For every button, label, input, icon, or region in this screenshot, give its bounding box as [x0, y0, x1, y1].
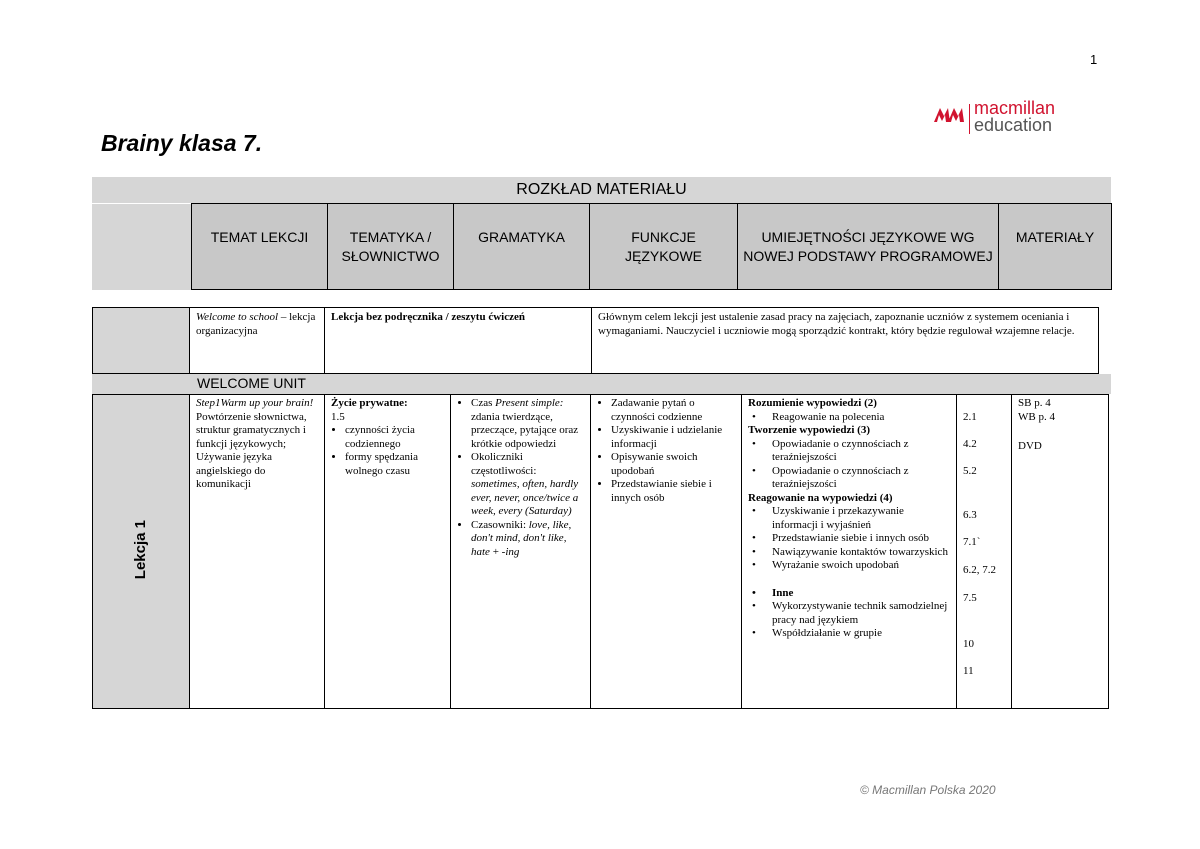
lesson-label-cell [93, 395, 190, 709]
header-col-vocab: TEMATYKA / SŁOWNICTWO [328, 204, 454, 290]
function-item: • Przedstawianie siebie i innych osób [611, 478, 735, 505]
intro-row-table [92, 307, 1099, 374]
header-col-topic: TEMAT LEKCJI [192, 204, 328, 290]
header-blank-cell [92, 204, 192, 290]
grammar-item: • Czas Present simple: zdania twierdzące, przeczące, pytające oraz krótkie odpowiedzi [471, 397, 584, 451]
function-item: • Zadawanie pytań o czynności codzienne [611, 397, 735, 424]
function-item: • Opisywanie swoich upodobań [611, 451, 735, 478]
intro-label-cell [93, 308, 190, 374]
header-col-grammar: GRAMATYKA [454, 204, 590, 290]
lesson-topic: Step1Warm up your brain! Powtórzenie słownictwa, struktur gramatycznych i funkcji językowych; Używanie języka angielskiego do komunikacji [190, 395, 325, 709]
intro-topic: Welcome to school – lekcja organizacyjna [190, 308, 325, 374]
lesson-1-table [92, 394, 1109, 709]
logo-wordmark: macmillan education [974, 98, 1056, 135]
header-table [92, 203, 1112, 290]
lesson-label: Lekcja 1 [132, 519, 150, 579]
intro-description: Głównym celem lekcji jest ustalenie zasad pracy na zajęciach, zapoznanie uczniów z systemem oceniania i wymaganiami. Nauczyciel i uczniowie mogą sporządzić kontrakt, który będzie regulował wzajemne relacje. [592, 308, 1099, 374]
lesson-vocab: Życie prywatne: 1.5 • czynności życia codziennego • formy spędzania wolnego czasu [325, 395, 451, 709]
lesson-functions [591, 395, 742, 709]
logo-divider [969, 104, 970, 134]
vocab-item: • formy spędzania wolnego czasu [345, 451, 444, 478]
lesson-skills: Rozumienie wypowiedzi (2) • Reagowanie na polecenia Tworzenie wypowiedzi (3) • Opowiadanie o czynnościach z teraźniejszości • Opowiadanie o czynnościach z teraźniejszości Reagowanie na wypowiedzi (4) • Uzyskiwanie i przekazywanie informacji i wyjaśnień • Przedstawianie siebie i innych osób • Nawiązywanie kontaktów towarzyskich • Wyrażanie swoich upodobań • Inne • Wykorzystywanie technik samodzielnej pracy nad językiem • Współdziałanie w grupie [742, 395, 957, 709]
welcome-unit-title: WELCOME UNIT [197, 375, 306, 391]
function-item: • Uzyskiwanie i udzielanie informacji [611, 424, 735, 451]
header-col-functions: FUNKCJE JĘZYKOWE [590, 204, 738, 290]
lesson-skill-codes: 2.1 4.2 5.2 6.3 7.1` 6.2, 7.2 7.5 10 11 [957, 395, 1012, 709]
lesson-materials: SB p. 4 WB p. 4 DVD [1012, 395, 1109, 709]
macmillan-logo-icon [932, 102, 966, 131]
page-number: 1 [1090, 52, 1098, 67]
header-col-skills: UMIEJĘTNOŚCI JĘZYKOWE WG NOWEJ PODSTAWY PROGRAMOWEJ [738, 204, 999, 290]
vocab-item: • czynności życia codziennego [345, 424, 444, 451]
lesson-grammar [451, 395, 591, 709]
header-band-title: ROZKŁAD MATERIAŁU [92, 177, 1111, 203]
grammar-item: • Czasowniki: love, like, don't mind, don't like, hate + -ing [471, 519, 584, 560]
footer-copyright: © Macmillan Polska 2020 [860, 783, 996, 797]
header-col-materials: MATERIAŁY [999, 204, 1112, 290]
intro-no-book: Lekcja bez podręcznika / zeszytu ćwiczeń [325, 308, 592, 374]
document-title: Brainy klasa 7. [101, 130, 263, 156]
grammar-item: • Okoliczniki częstotliwości: sometimes, often, hardly ever, never, once/twice a week, every (Saturday) [471, 451, 584, 519]
